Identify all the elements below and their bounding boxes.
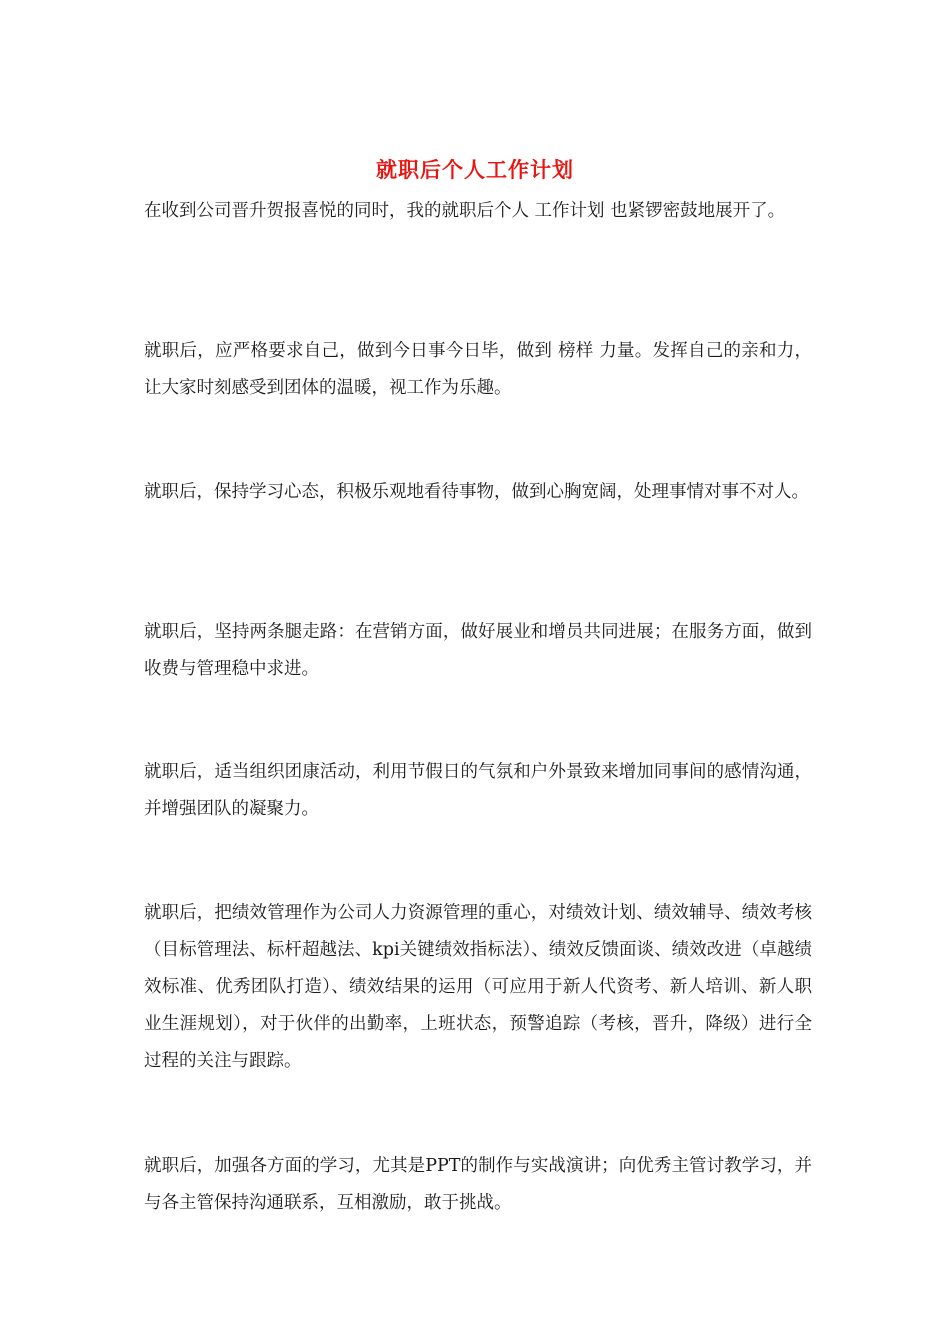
paragraph-intro: 在收到公司晋升贺报喜悦的同时，我的就职后个人 工作计划 也紧锣密鼓地展开了。 (144, 201, 786, 221)
paragraph-team-activities: 就职后，适当组织团康活动，利用节假日的气氛和户外景致来增加同事间的感情沟通，并增强团队的凝聚力。 (144, 762, 812, 819)
document-title: 就职后个人工作计划 (376, 157, 574, 182)
paragraph-performance-management: 就职后，把绩效管理作为公司人力资源管理的重心，对绩效计划、绩效辅导、绩效考核（目标管理法、标杆超越法、kpi关键绩效指标法）、绩效反馈面谈、绩效改进（卓越绩效标准、优秀团队打造）、绩效结果的运用（可应用于新人代资考、新人培训、新人职业生涯规划），对于伙伴的出勤率，上班状态，预警追踪（考核，晋升，降级）进行全过程的关注与跟踪。 (144, 903, 812, 1071)
paragraph-self-discipline: 就职后，应严格要求自己，做到今日事今日毕，做到 榜样 力量。发挥自己的亲和力，让大家时刻感受到团体的温暖，视工作为乐趣。 (144, 341, 812, 398)
paragraph-sales-and-service: 就职后，坚持两条腿走路：在营销方面，做好展业和增员共同进展；在服务方面，做到收费与管理稳中求进。 (144, 622, 812, 679)
paragraph-learning-attitude: 就职后，保持学习心态，积极乐观地看待事物，做到心胸宽阔，处理事情对事不对人。 (144, 482, 809, 502)
paragraph-continuous-learning: 就职后，加强各方面的学习，尤其是PPT的制作与实战演讲；向优秀主管讨教学习，并与各主管保持沟通联系，互相激励，敢于挑战。 (144, 1156, 812, 1213)
